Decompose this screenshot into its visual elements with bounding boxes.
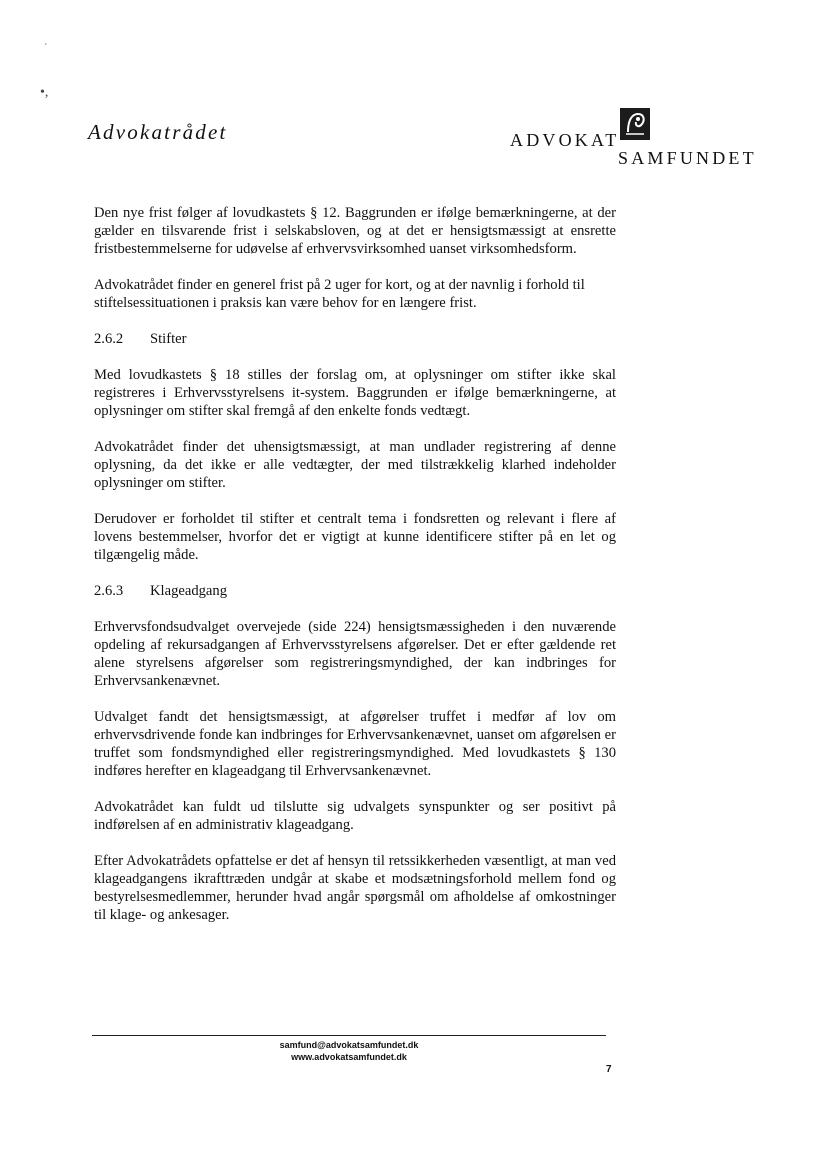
footer-email-link[interactable]: samfund@advokatsamfundet.dk — [279, 1040, 419, 1050]
section-number: 2.6.2 — [94, 331, 124, 347]
section-heading-stifter — [94, 330, 616, 348]
paragraph: Advokatrådet kan fuldt ud tilslutte sig udvalgets synspunkter og ser positivt på indførelsen af en administrativ klageadgang. — [94, 799, 616, 833]
footer-divider — [92, 1035, 606, 1036]
paragraph: Derudover er forholdet til stifter et centralt tema i fondsretten og relevant i flere af lovens bestemmelser, hvorfor det er vigtigt at kunne identificere stifter på en let og tilgængelig måde. — [94, 511, 616, 563]
paragraph: Advokatrådet finder det uhensigtsmæssigt, at man undlader registrering af denne oplysning, da det ikke er alle vedtægter, der med tilstrækkelig klarhed indeholder oplysninger om stifter. — [94, 439, 616, 491]
footer-website-link[interactable]: www.advokatsamfundet.dk — [291, 1052, 407, 1062]
letterhead-title: Advokatrådet — [88, 120, 228, 144]
paragraph: Den nye frist følger af lovudkastets § 12. Baggrunden er ifølge bemærkningerne, at der gælder en tilsvarende frist i selskabsloven, og at det er hensigtsmæssigt at ensrette fristbestemmelserne for udøvelse af erhvervsvirksomhed uanset virksomhedsform. — [94, 205, 616, 257]
scan-speck: ˊ — [44, 43, 48, 54]
paragraph: Med lovudkastets § 18 stilles der forslag om, at oplysninger om stifter ikke skal registreres i Erhvervsstyrelsens it-system. Baggrunden er ifølge bemærkningerne, at oplysninger om stifter skal fremgå af den enkelte fonds vedtægt. — [94, 367, 616, 419]
logo-text-top: ADVOKAT — [510, 130, 620, 150]
scan-speck: •, — [40, 85, 49, 100]
paragraph: Erhvervsfondsudvalget overvejede (side 224) hensigtsmæssigheden i den nuværende opdeling af rekursadgangen af Erhvervsstyrelsens afgørelser. Det er efter gældende ret alene styrelsens afgørelser som registreringsmyndighed, der kan indbringes for Erhvervsankenævnet. — [94, 619, 616, 689]
footer-contact — [92, 1039, 606, 1063]
letter-body — [94, 204, 616, 942]
section-number: 2.6.3 — [94, 583, 124, 599]
section-title: Klageadgang — [150, 583, 227, 599]
logo-emblem-icon — [620, 108, 650, 140]
paragraph: Advokatrådet finder en generel frist på 2 uger for kort, og at der navnlig i forhold til stiftelsessituationen i praksis kan være behov for en længere frist. — [94, 277, 585, 311]
paragraph: Efter Advokatrådets opfattelse er det af hensyn til retssikkerheden væsentligt, at man ved klageadgangens ikrafttræden undgår at skabe et modsætningsforhold mellem fond og bestyrelsesmedlemmer, herunder hvad angår spørgsmål om afholdelse af omkostninger til klage- og ankesager. — [94, 853, 616, 923]
page-number: 7 — [606, 1064, 612, 1075]
section-title: Stifter — [150, 331, 187, 347]
logo-text-bottom: SAMFUNDET — [618, 148, 757, 168]
advokatsamfundet-logo — [510, 108, 760, 168]
paragraph: Udvalget fandt det hensigtsmæssigt, at afgørelser truffet i medfør af lov om erhvervsdrivende fonde kan indbringes for Erhvervsankenævnet, uanset om afgørelsen er truffet som fondsmyndighed eller registreringsmyndighed. Med lovudkastets § 130 indføres herefter en klageadgang til Erhvervsankenævnet. — [94, 709, 616, 779]
section-heading-klageadgang — [94, 582, 616, 600]
